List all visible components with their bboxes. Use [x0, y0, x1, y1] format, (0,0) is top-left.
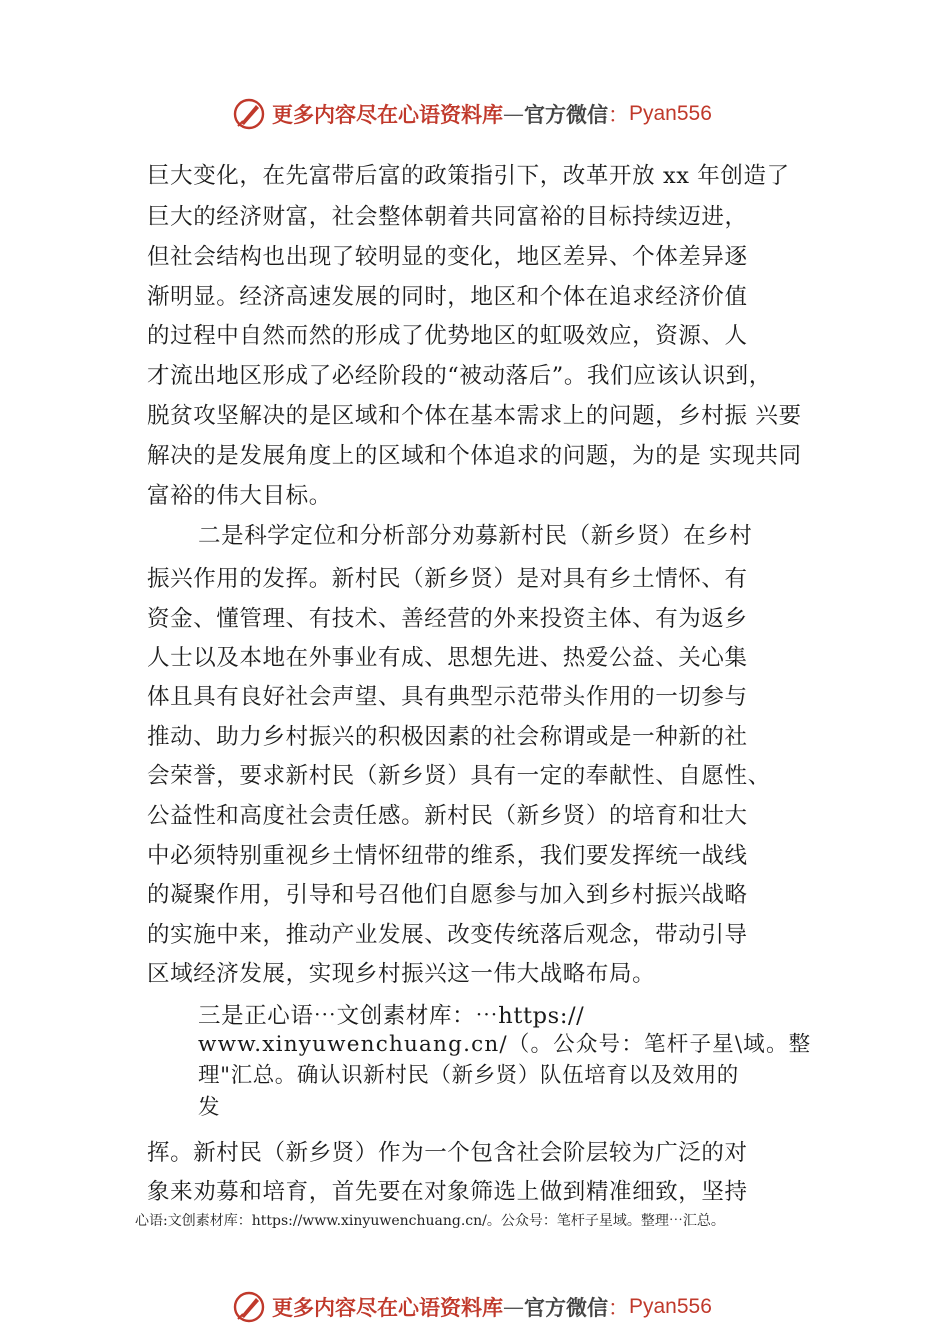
body-line: 理"汇总。确认识新村民（新乡贤）队伍培育以及效用的: [198, 1063, 739, 1088]
quill-logo-icon: [232, 1290, 266, 1324]
body-line: 推动、助力乡村振兴的积极因素的社会称谓或是一种新的社: [147, 724, 748, 750]
body-line: 三是正心语⋯文创素材库：⋯https://: [198, 1003, 585, 1029]
body-line: 巨大的经济财富，社会整体朝着共同富裕的目标持续迈进，: [147, 204, 748, 230]
body-line: 区域经济发展，实现乡村振兴这一伟大战略布局。: [147, 961, 656, 987]
banner-separator: ：: [608, 1296, 629, 1320]
banner-main-text: 更多内容尽在心语资料库: [272, 1295, 503, 1320]
body-line: 解决的是发展角度上的区域和个体追求的问题，为的是 实现共同: [147, 443, 802, 469]
body-line: 资金、懂管理、有技术、善经营的外来投资主体、有为返乡: [147, 606, 748, 632]
quill-logo-icon: [232, 97, 266, 131]
banner-dash: —: [503, 102, 524, 126]
banner-dash: —: [503, 1295, 524, 1319]
footer-banner: [232, 1287, 712, 1327]
body-line: 的实施中来，推动产业发展、改变传统落后观念，带动引导: [147, 922, 748, 948]
banner-official-text: 官方微信: [524, 102, 608, 127]
body-line: 的凝聚作用，引导和号召他们自愿参与加入到乡村振兴战略: [147, 882, 748, 908]
body-line: 公益性和高度社会责任感。新村民（新乡贤）的培育和壮大: [147, 803, 748, 829]
banner-wechat-id: Pyan556: [629, 102, 712, 125]
body-line: 才流出地区形成了必经阶段的“被动落后”。我们应该认识到，: [147, 363, 772, 389]
banner-wechat-id: Pyan556: [629, 1295, 712, 1318]
body-line: 人士以及本地在外事业有成、思想先进、热爱公益、关心集: [147, 645, 748, 671]
body-line: 巨大变化，在先富带后富的政策指引下，改革开放 xx 年创造了: [147, 163, 790, 189]
body-line: 体且具有良好社会声望、具有典型示范带头作用的一切参与: [147, 684, 748, 710]
footer-note: 心语:文创素材库：https://www.xinyuwenchuang.cn/。公众号：笔杆子星域。整理⋯汇总。: [135, 1213, 725, 1229]
banner-official-text: 官方微信: [524, 1295, 608, 1320]
body-line: 振兴作用的发挥。新村民（新乡贤）是对具有乡土情怀、有: [147, 566, 748, 592]
body-line-url: www.xinyuwenchuang.cn/（。公众号：笔杆子星\域。整: [198, 1032, 812, 1057]
body-line: 但社会结构也出现了较明显的变化，地区差异、个体差异逐: [147, 244, 748, 270]
body-line: 二是科学定位和分析部分劝募新村民（新乡贤）在乡村: [198, 523, 753, 549]
body-line: 发: [198, 1095, 221, 1120]
banner-separator: ：: [608, 103, 629, 127]
body-line: 中必须特别重视乡土情怀纽带的维系，我们要发挥统一战线: [147, 843, 748, 869]
body-line: 象来劝募和培育，首先要在对象筛选上做到精准细致，坚持: [147, 1179, 748, 1205]
body-line: 挥。新村民（新乡贤）作为一个包含社会阶层较为广泛的对: [147, 1140, 748, 1166]
body-line: 的过程中自然而然的形成了优势地区的虹吸效应，资源、人: [147, 323, 748, 349]
header-banner: [232, 94, 712, 134]
body-line: 脱贫攻坚解决的是区域和个体在基本需求上的问题，乡村振 兴要: [147, 403, 802, 429]
body-line: 富裕的伟大目标。: [147, 483, 332, 509]
body-line: 会荣誉，要求新村民（新乡贤）具有一定的奉献性、自愿性、: [147, 763, 771, 789]
body-line: 渐明显。经济高速发展的同时，地区和个体在追求经济价值: [147, 284, 748, 310]
banner-main-text: 更多内容尽在心语资料库: [272, 102, 503, 127]
